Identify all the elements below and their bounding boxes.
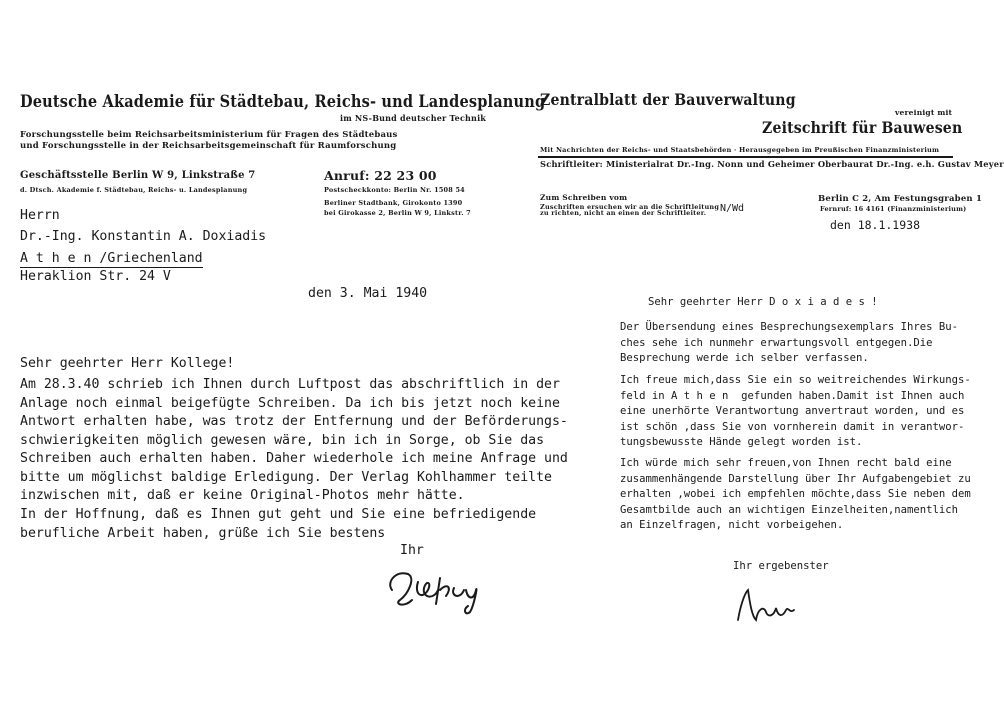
body-paragraph-3: Ich würde mich sehr freuen,von Ihnen recht bald eine zusammenhängende Darstellung über Ihr Aufgabengebiet zu erhalten ,wobei ich empfehlen möchte,dass Sie neben dem Gesamtbilde auch an wichtigen Einzelheiten,namentlich an Einzelfragen, nicht vorbeigehen. [620,457,971,531]
letter-date: den 3. Mai 1940 [308,286,428,301]
handwritten-signature [730,580,800,630]
body-paragraph-2: Ich freue mich,dass Sie ein so weitreichendes Wirkungs- feld in A t h e n gefunden haben.Damit ist Ihnen auch eine unerhörte Verantwortung anvertraut worden, und es ist schön ,dass Sie von vornherein damit in verantwor- tungsbewusste Hände gelegt worden ist. [620,374,971,448]
phone-number: Fernruf: 16 4161 (Finanzministerium) [820,205,967,213]
reference-note-2: zu richten, nicht an einen der Schriftleiter. [540,209,707,217]
address-line-2: Dr.-Ing. Konstantin A. Doxiadis [20,229,267,244]
office-address: Berlin C 2, Am Festungsgraben 1 [818,194,983,204]
united-with-label: vereinigt mit [895,108,953,117]
reference-code: N/Wd [720,203,745,214]
editors-line: Schriftleiter: Ministerialrat Dr.-Ing. Nonn und Geheimer Oberbaurat Dr.-Ing. e.h. Gustav Meyer [540,159,1004,169]
handwritten-signature [378,560,498,620]
journal-title-2: Zeitschrift für Bauwesen [762,118,963,137]
right-letter [520,0,1004,720]
letter-date: den 18.1.1938 [830,218,921,232]
research-line-1: Forschungsstelle beim Reichsarbeitsministerium für Fragen des Städtebaus [20,130,398,140]
address-line-3: A t h e n /Griechenland [20,251,203,266]
reference-note-1: Zuschriften ersuchen wir an die Schriftleitung [540,203,720,211]
bank-line-1: Postscheckkonto: Berlin Nr. 1508 54 [324,186,465,194]
reference-label: Zum Schreiben vom [540,193,628,202]
phone-number: Anruf: 22 23 00 [324,168,437,183]
office-address: Geschäftsstelle Berlin W 9, Linkstraße 7 [20,170,256,181]
research-line-2: und Forschungsstelle in der Reichsarbeitsgemeinschaft für Raumforschung [20,141,397,151]
salutation: Sehr geehrter Herr Kollege! [20,356,235,371]
letterhead-subtitle: im NS-Bund deutscher Technik [340,113,487,123]
journal-title: Zentralblatt der Bauverwaltung [540,90,796,109]
account-holder: d. Dtsch. Akademie f. Städtebau, Reichs- u. Landesplanung [20,186,248,194]
address-line-1: Herrn [20,208,60,223]
salutation: Sehr geehrter Herr D o x i a d e s ! [648,296,878,308]
publisher-line: Mit Nachrichten der Reichs- und Staatsbehörden · Herausgegeben im Preußischen Finanzministerium [540,146,940,154]
bank-line-2: Berliner Stadtbank, Girokonto 1390 [324,199,463,207]
letterhead-divider [538,156,953,158]
closing: Ihr ergebenster [733,560,829,572]
body-paragraph-1: Am 28.3.40 schrieb ich Ihnen durch Luftpost das abschriftlich in der Anlage noch einmal beigefügte Schreiben. Da ich bis jetzt noch keine Antwort erhalten habe, was trotz der Entfernung und der Beförderungs- schwierigkeiten möglich gewesen wäre, bin ich in Sorge, ob Sie das Schreiben auch erhalten haben. Daher wiederhole ich meine Anfrage und bitte um möglichst baldige Erledigung. Der Verlag Kohlhammer teilte inzwischen mit, daß er keine Original-Photos mehr hätte. [20,377,568,503]
address-line-4: Heraklion Str. 24 V [20,269,171,284]
closing: Ihr [400,543,424,558]
bank-line-3: bei Girokasse 2, Berlin W 9, Linkstr. 7 [324,209,471,217]
letterhead-title: Deutsche Akademie für Städtebau, Reichs- und Landesplanung [20,92,546,111]
body-paragraph-2: In der Hoffnung, daß es Ihnen gut geht und Sie eine befriedigende berufliche Arbeit haben, grüße ich Sie bestens [20,507,537,541]
body-paragraph-1: Der Übersendung eines Besprechungsexemplars Ihres Bu- ches sehe ich nunmehr erwartungsvoll entgegen.Die Besprechung werde ich selber verfassen. [620,321,959,364]
